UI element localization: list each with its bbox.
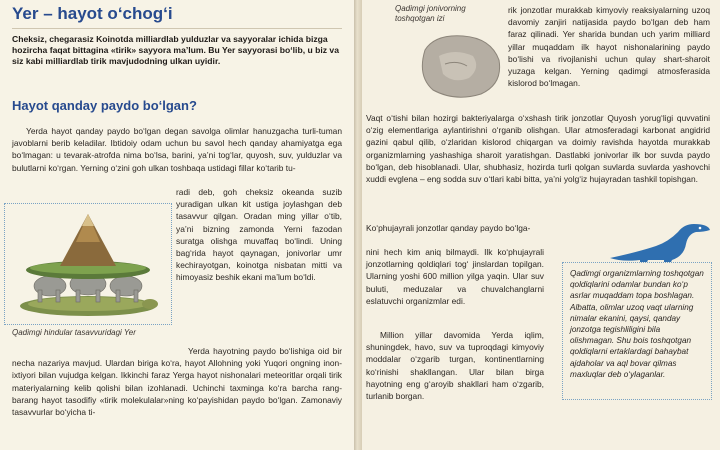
section-heading: Hayot qanday paydo bo‘lgan?: [12, 98, 197, 113]
book-gutter: [354, 0, 362, 450]
fossil-stone-image: [415, 30, 505, 102]
figure-caption-hindu: Qadimgi hindular tasavvuridagi Yer: [12, 328, 136, 337]
right-paragraph-5: Million yillar davomida Yerda iqlim, shuningdek, havo, suv va tuproqdagi kimyoviy moddalar o‘zgarib turgan, kontinentlarning ko‘rinishi shakllangan. Ular bilan birga hayotning eng g‘aroyib shakllari ham o‘zgarib, turlanib borgan.: [366, 330, 544, 402]
ancient-earth-illustration: [10, 208, 164, 318]
chapter-divider: [12, 28, 342, 29]
right-paragraph-2: Vaqt o‘tishi bilan hozirgi bakteriyalarga o‘xshash tirik jonzotlar Quyosh yorug‘ligi quvvatini o‘zig elementlariga aylantirishni o‘rganib olishgan. Ular atmosferadagi karbonat angidrid gazini qabul qilib, o‘zlaridan kislorod chiqargan va doimiy ravishda hayotda murakkab organizmlarning yashashiga sharoit yaratishgan. Dastlabki jonivorlar ilk bor suvda paydo bo‘lgan, deb hisoblanadi. Ular, shubhasiz, hozirda turli qolgan suvlarda suvlarda yashovchi xuddi evglena – eng sodda suv o‘tlari kabi bitta, ya’ni yolg‘iz hujayradan tashkil topishgan.: [366, 113, 710, 185]
right-paragraph-3: Ko‘phujayrali jonzotlar qanday paydo bo‘lga-: [366, 223, 531, 233]
figure-caption-fossil: Qadimgi jonivorning toshqotgan izi: [395, 4, 466, 23]
fact-box-text: Qadimgi organizmlarning toshqotgan qoldiqlarini odamlar bundan ko‘p asrlar muqaddam topa boshlagan. Albatta, olimlar uzoq vaqt ularning nimalar ekanini, qaysi, qanday jonzotga tegishliligini bila olishmagan. Shu bois toshqotgan qoldiqlarni ertaklardagi bahaybat ajdaholar va aql bovar qilmas maxluqlar deb o‘ylaganlar.: [570, 269, 704, 379]
chapter-title: Yer – hayot o‘chog‘i: [12, 4, 173, 23]
left-paragraph-2: radi deb, goh cheksiz okeanda suzib yuradigan ulkan kit ustiga joylashgan deb tasavvur qilgan. Oradan ming yillar o‘tib, ya’ni bizning zamonda Yerni fazodan suratga olishga muvaffaq bo‘lindi. Uning bag‘rida hayot qaynagan, jonivorlar umr kechirayotgan, koinotga nisbatan mitti va himoyasiz beshik ekani ma’lum bo‘ldi.: [176, 187, 342, 283]
right-paragraph-4: nini hech kim aniq bilmaydi. Ilk ko‘phujayrali jonzotlarning qoldiqlari tog‘ jinslardan topilgan. Ularning yoshi 600 million yilga yaqin. Ular suv buluti, meduzalar va chuvalchanglarni eslatuvchi organizmlar edi.: [366, 247, 544, 306]
left-paragraph-3: Yerda hayotning paydo bo‘lishiga oid bir necha nazariya mavjud. Ulardan biriga ko‘ra, hayot Allohning yoki Yuqori ongning inon-ixtiyori bilan vujudga kelgan. Ikkinchi faraz Yerga hayot nishonalari meteoritlar orqali tirik materiyalarning kelib qolishi bilan izohlanadi. Uchinchi taxminga ko‘ra barcha rang-barang hayot tasodifiy «tirik molekulalar»ning ko‘payishidan paydo bo‘lgan. Zamonaviy tasavvurlar bo‘yicha ti-: [12, 346, 342, 418]
left-paragraph-1: Yerda hayot qanday paydo bo‘lgan degan savolga olimlar hanuzgacha turli-tuman javoblarni berib keladilar. Ibtidoiy odam uchun bu savol hech qanday ahamiyatga ega bo‘lmagan: u tevarak-atrofda nima bo‘lsa, barini, ya’ni tog‘lar, quyosh, suv, yulduzlar va bulutlarni ko‘rgan. Yerning o‘zini goh ulkan toshbaqa ustidagi fillar ko‘tarib tu-: [12, 126, 342, 173]
right-paragraph-1: rik jonzotlar murakkab kimyoviy reaksiyalarning uzoq davomiy zanjiri natijasida paydo bo‘lgan deb ham faraz qilinadi. Yer sharida bundan uch yarim milliard yillar muqaddam ilk hayot nishonalarining paydo bo‘lishi va rivojlanishi uchun qulay shart-sharoit yuzaga kelgan. Yerning qadimgi atmosferasida kislorod bo‘lmagan.: [508, 5, 710, 89]
chapter-intro: Cheksiz, chegarasiz Koinotda milliardlab yulduzlar va sayyoralar ichida bizga hozircha faqat bittagina «tirik» sayyora ma’lum. Bu Yer sayyorasi bo‘lib, u biz va siz kabi milliardlab tirik mavjudodning ulkan uyidir.: [12, 34, 339, 66]
dinosaur-icon: [608, 218, 714, 264]
